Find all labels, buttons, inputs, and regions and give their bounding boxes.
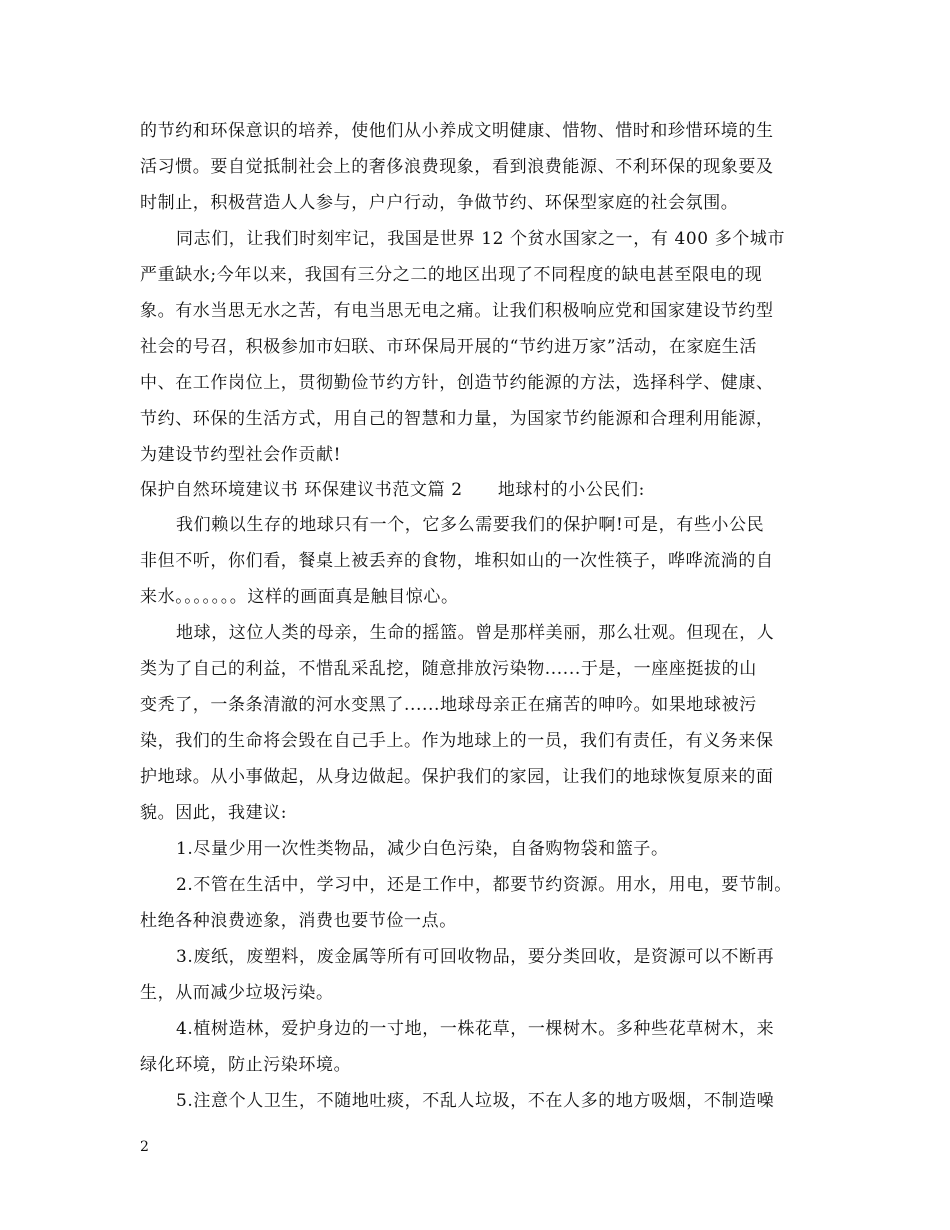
text-line: 染，我们的生命将会毁在自己手上。作为地球上的一员，我们有责任，有义务来保 [140,731,774,751]
text-line: 变秃了，一条条清澈的河水变黑了......地球母亲正在痛苦的呻吟。如果地球被污 [140,695,757,715]
text-line: 社会的号召，积极参加市妇联、市环保局开展的“节约进万家”活动，在家庭生活 [140,337,757,357]
text-line: 我们赖以生存的地球只有一个，它多么需要我们的保护啊!可是，有些小公民 [176,515,765,535]
text-line: 来水。。。。。。。这样的画面真是触目惊心。 [140,587,459,607]
text-line: 活习惯。要自觉抵制社会上的奢侈浪费现象，看到浪费能源、不利环保的现象要及 [140,157,774,177]
text-line: 非但不听，你们看，餐桌上被丢弃的食物，堆积如山的一次性筷子，哗哗流淌的自 [140,551,774,571]
text-line: 杜绝各种浪费迹象，消费也要节俭一点。 [140,911,457,931]
list-item: 3.废纸，废塑料，废金属等所有可回收物品，要分类回收，是资源可以不断再 [176,947,775,967]
text-line: 地球，这位人类的母亲，生命的摇篮。曾是那样美丽，那么壮观。但现在，人 [176,623,775,643]
text-line: 的节约和环保意识的培养，使他们从小养成文明健康、惜物、惜时和珍惜环境的生 [140,121,774,141]
text-line: 严重缺水;今年以来，我国有三分之二的地区出现了不同程度的缺电甚至限电的现 [140,265,763,285]
page-number: 2 [140,1139,149,1155]
list-item: 1.尽量少用一次性类物品，减少白色污染，自备购物袋和篮子。 [176,839,669,859]
list-item: 4.植树造林，爱护身边的一寸地，一株花草，一棵树木。多种些花草树木，来 [176,1019,775,1039]
section-heading: 保护自然环境建议书 环保建议书范文篇 2 地球村的小公民们: [140,480,645,500]
text-line: 绿化环境，防止污染环境。 [140,1055,352,1075]
text-line: 为建设节约型社会作贡献! [140,445,342,465]
text-line: 中、在工作岗位上，贯彻勤俭节约方针，创造节约能源的方法，选择科学、健康、 [140,373,774,393]
list-item: 2.不管在生活中，学习中，还是工作中，都要节约资源。用水，用电，要节制。 [176,875,792,895]
text-line: 时制止，积极营造人人参与，户户行动，争做节约、环保型家庭的社会氛围。 [140,193,739,213]
text-line: 护地球。从小事做起，从身边做起。保护我们的家园，让我们的地球恢复原来的面 [140,767,774,787]
text-line: 节约、环保的生活方式，用自己的智慧和力量，为国家节约能源和合理利用能源， [140,409,774,429]
text-line: 貌。因此，我建议: [140,803,288,823]
text-line: 类为了自己的利益，不惜乱采乱挖，随意排放污染物......于是，一座座挺拔的山 [140,659,757,679]
text-line: 同志们，让我们时刻牢记，我国是世界 12 个贫水国家之一，有 400 多个城市 [176,229,786,249]
list-item: 5.注意个人卫生，不随地吐痰，不乱人垃圾，不在人多的地方吸烟，不制造噪 [176,1091,775,1111]
text-line: 象。有水当思无水之苦，有电当思无电之痛。让我们积极响应党和国家建设节约型 [140,301,774,321]
text-line: 生，从而减少垃圾污染。 [140,983,334,1003]
